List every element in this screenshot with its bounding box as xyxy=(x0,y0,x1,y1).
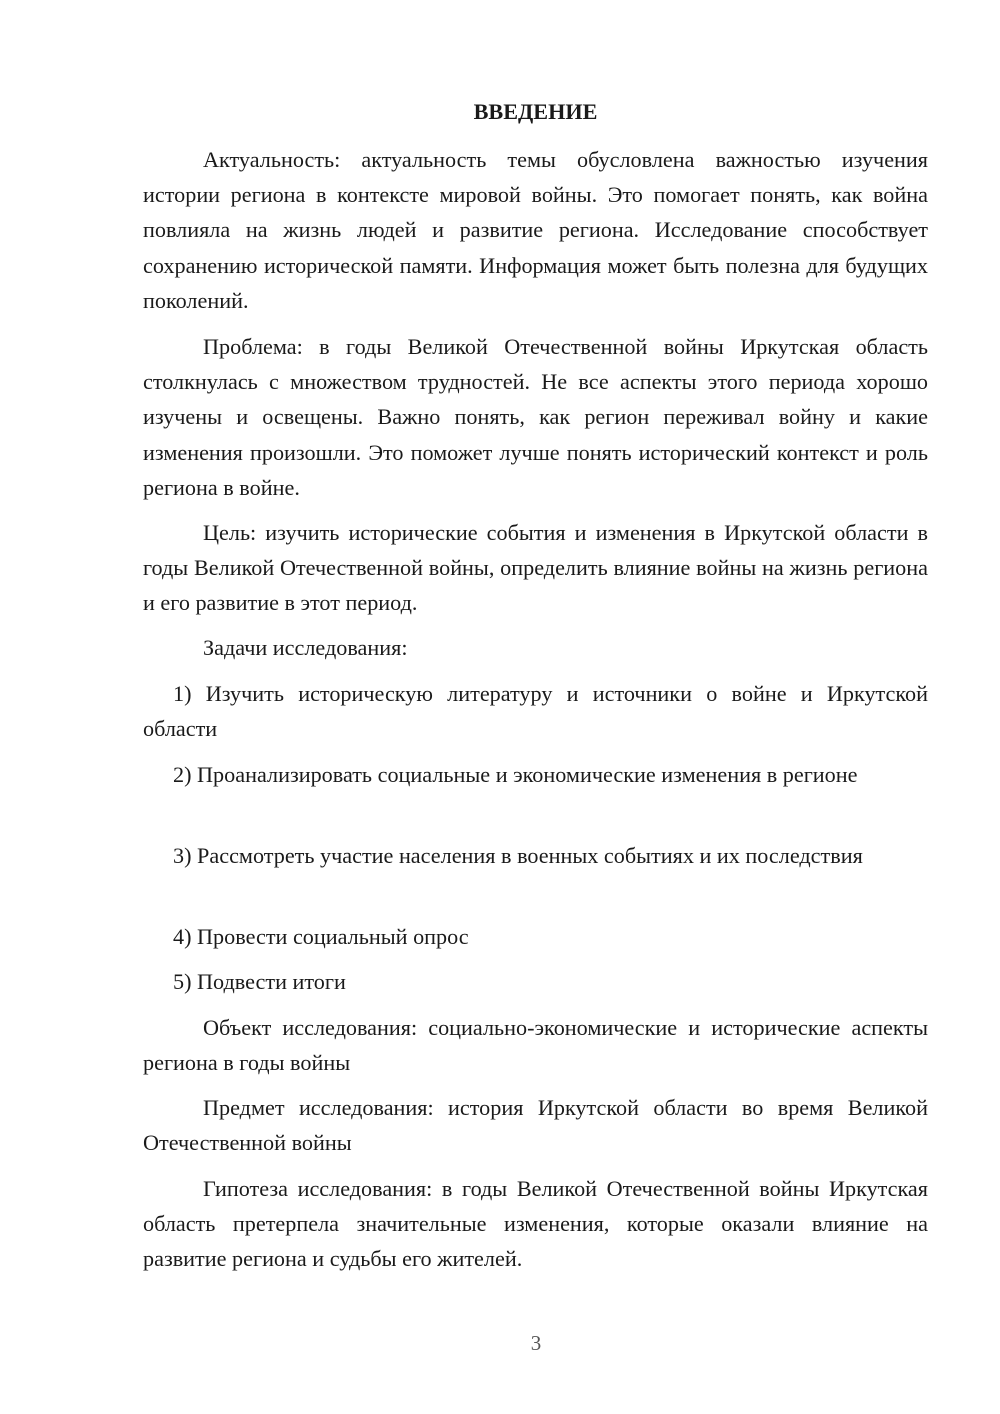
section-title: ВВЕДЕНИЕ xyxy=(473,99,598,124)
task-item-2: 2) Проанализировать социальные и экономические изменения в регионе xyxy=(173,762,858,787)
paragraph-relevance: Актуальность: актуальность темы обусловлена важностью изучения истории региона в контексте мировой войны. Это помогает понять, как война повлияла на жизнь людей и развитие региона. Исследование способствует сохранению исторической памяти. Информация может быть полезна для будущих поколений. xyxy=(143,147,928,313)
task-item-3: 3) Рассмотреть участие населения в военных событиях и их последствия xyxy=(173,843,863,868)
task-item-5: 5) Подвести итоги xyxy=(173,969,346,994)
paragraph-hypothesis: Гипотеза исследования: в годы Великой Отечественной войны Иркутская область претерпела значительные изменения, которые оказали влияние на развитие региона и судьбы его жителей. xyxy=(143,1176,928,1272)
paragraph-tasks-heading: Задачи исследования: xyxy=(203,635,408,660)
paragraph-goal: Цель: изучить исторические события и изменения в Иркутской области в годы Великой Отечественной войны, определить влияние войны на жизнь региона и его развитие в этот период. xyxy=(143,520,928,616)
paragraph-object: Объект исследования: социально-экономические и исторические аспекты региона в годы войны xyxy=(143,1015,928,1076)
paragraph-subject: Предмет исследования: история Иркутской области во время Великой Отечественной войны xyxy=(143,1095,928,1156)
task-item-4: 4) Провести социальный опрос xyxy=(173,924,469,949)
page-number: 3 xyxy=(530,1331,542,1355)
task-item-1: 1) Изучить историческую литературу и источники о войне и Иркутской области xyxy=(143,681,928,742)
paragraph-problem: Проблема: в годы Великой Отечественной войны Иркутская область столкнулась с множеством трудностей. Не все аспекты этого периода хорошо изучены и освещены. Важно понять, как регион переживал войну и какие изменения произошли. Это поможет лучше понять исторический контекст и роль региона в войне. xyxy=(143,334,928,500)
